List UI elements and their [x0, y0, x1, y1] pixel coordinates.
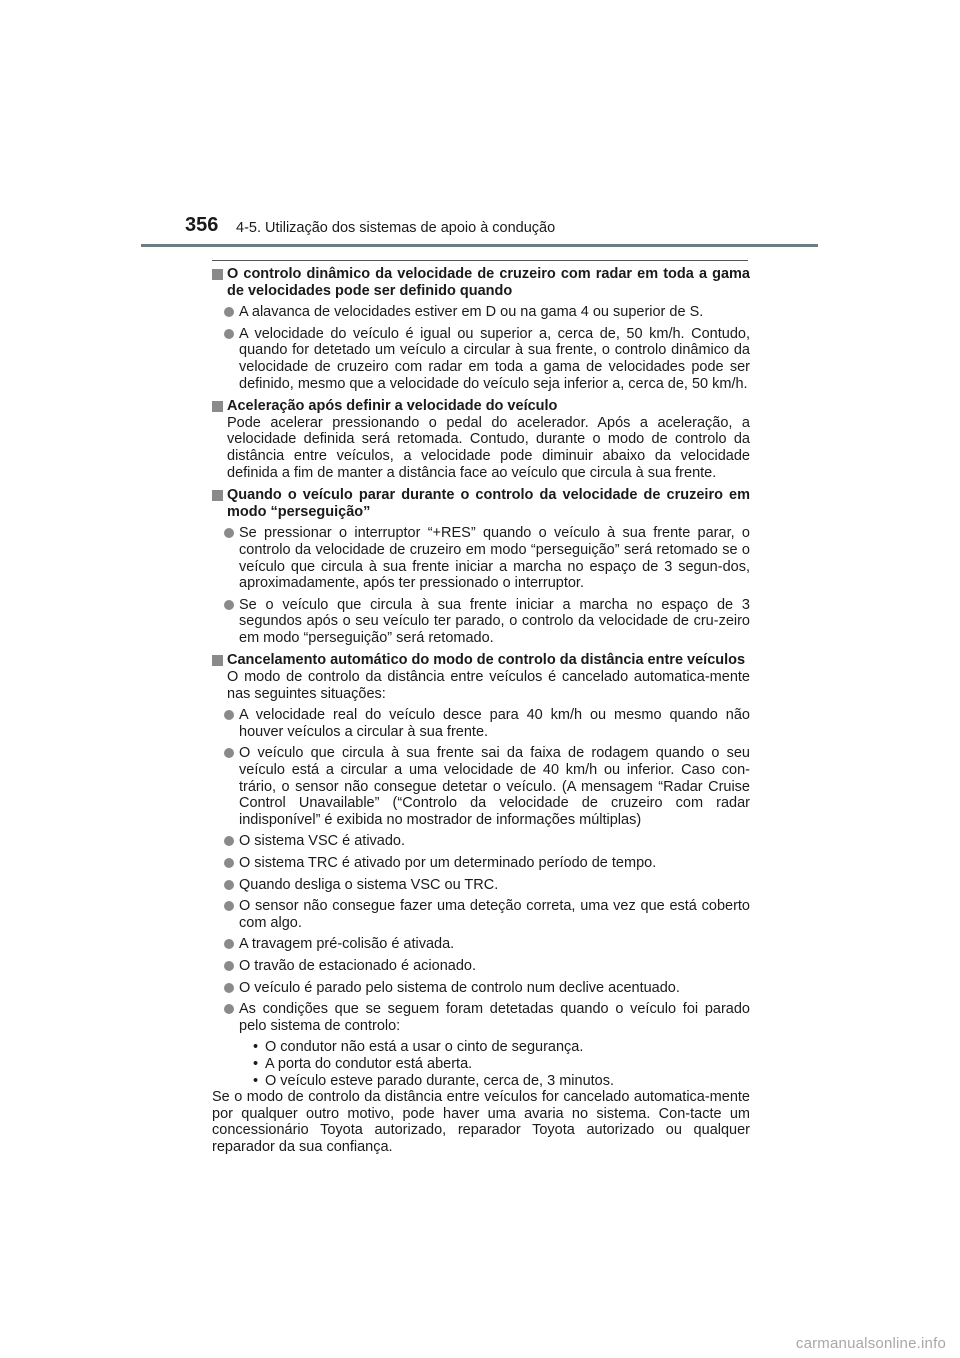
- list-item: A travagem pré-colisão é ativada.: [210, 936, 750, 953]
- list-item: Se pressionar o interruptor “+RES” quando o veículo à sua frente parar, o controlo da velocidade de cruzeiro em modo “perseguição” será retomado se o veículo que circula à sua frente iniciar a marcha no espaço de 3 segun-dos, aproximadamente, após ter pressionado o interruptor.: [210, 525, 750, 591]
- list-item: O sistema TRC é ativado por um determinado período de tempo.: [210, 855, 750, 872]
- closing-paragraph: Se o modo de controlo da distância entre veículos for cancelado automatica-mente por qualquer outro motivo, pode haver uma avaria no sistema. Con-tacte um concessionário Toyota autorizado, reparador Toyota autorizado ou qualquer reparador da sua confiança.: [212, 1089, 750, 1155]
- section-heading: O controlo dinâmico da velocidade de cruzeiro com radar em toda a gama de velocidades pode ser definido quando: [210, 266, 750, 299]
- square-bullet-icon: [212, 490, 223, 501]
- circle-bullet-icon: [224, 1004, 234, 1014]
- list-item: A velocidade do veículo é igual ou superior a, cerca de, 50 km/h. Contudo, quando for detetado um veículo a circular à sua frente, o controlo dinâmico da velocidade de cruzeiro com radar em toda a gama de velocidades pode ser definido, mesmo que a velocidade do veículo seja inferior a, cerca de, 50 km/h.: [210, 326, 750, 392]
- list-item: A velocidade real do veículo desce para 40 km/h ou mesmo quando não houver veículos a circular à sua frente.: [210, 707, 750, 740]
- list-item: Quando desliga o sistema VSC ou TRC.: [210, 877, 750, 894]
- list-item: As condições que se seguem foram detetadas quando o veículo foi parado pelo sistema de controlo:: [210, 1001, 750, 1034]
- small-bullet-icon: •: [253, 1039, 259, 1056]
- circle-bullet-icon: [224, 858, 234, 868]
- section-automatic-cancellation: [210, 652, 750, 1155]
- sub-list: [210, 1039, 750, 1089]
- section-definition-conditions: [210, 266, 750, 392]
- sub-list-item: • O veículo esteve parado durante, cerca de, 3 minutos.: [253, 1072, 615, 1089]
- circle-bullet-icon: [224, 983, 234, 993]
- circle-bullet-icon: [224, 748, 234, 758]
- circle-bullet-icon: [224, 600, 234, 610]
- circle-bullet-icon: [224, 528, 234, 538]
- small-bullet-icon: •: [253, 1055, 259, 1072]
- list-item: O sistema VSC é ativado.: [210, 833, 750, 850]
- section-paragraph: O modo de controlo da distância entre veículos é cancelado automatica-mente nas seguintes situações:: [227, 669, 750, 702]
- list-item: O travão de estacionado é acionado.: [210, 958, 750, 975]
- sub-list-item: • A porta do condutor está aberta.: [253, 1055, 473, 1072]
- list-item: O veículo que circula à sua frente sai da faixa de rodagem quando o seu veículo está a circular a uma velocidade de 40 km/h ou inferior. Caso con-trário, o sensor não consegue detetar o veículo. (A mensagem “Radar Cruise Control Unavailable” (“Controlo da velocidade de cruzeiro com radar indisponível” é exibida no mostrador de informações múltiplas): [210, 745, 750, 828]
- circle-bullet-icon: [224, 939, 234, 949]
- circle-bullet-icon: [224, 961, 234, 971]
- section-vehicle-stop: [210, 487, 750, 646]
- section-heading: Quando o veículo parar durante o controlo da velocidade de cruzeiro em modo “perseguição”: [210, 487, 750, 520]
- circle-bullet-icon: [224, 329, 234, 339]
- circle-bullet-icon: [224, 836, 234, 846]
- list-item: A alavanca de velocidades estiver em D ou na gama 4 ou superior de S.: [210, 304, 750, 321]
- chapter-title: 4-5. Utilização dos sistemas de apoio à condução: [236, 220, 556, 236]
- square-bullet-icon: [212, 401, 223, 412]
- sub-list-item: • O condutor não está a usar o cinto de segurança.: [253, 1039, 584, 1056]
- content-divider: [212, 260, 748, 261]
- circle-bullet-icon: [224, 307, 234, 317]
- circle-bullet-icon: [224, 880, 234, 890]
- section-acceleration: [210, 398, 750, 481]
- header-divider: [141, 244, 818, 247]
- list-item: O veículo é parado pelo sistema de controlo num declive acentuado.: [210, 980, 750, 997]
- list-item: Se o veículo que circula à sua frente iniciar a marcha no espaço de 3 segundos após o seu veículo ter parado, o controlo da velocidade de cru-zeiro em modo “perseguição” será retomado.: [210, 597, 750, 647]
- watermark: carmanualsonline.info: [795, 1335, 946, 1352]
- section-heading: Cancelamento automático do modo de controlo da distância entre veículos: [210, 652, 750, 669]
- page-content: [210, 266, 750, 1156]
- circle-bullet-icon: [224, 710, 234, 720]
- square-bullet-icon: [212, 269, 223, 280]
- page-number: 356: [185, 214, 219, 236]
- circle-bullet-icon: [224, 901, 234, 911]
- small-bullet-icon: •: [253, 1072, 259, 1089]
- section-heading: Aceleração após definir a velocidade do veículo: [210, 398, 750, 415]
- section-paragraph: Pode acelerar pressionando o pedal do acelerador. Após a aceleração, a velocidade definida será retomada. Contudo, durante o modo de controlo da distância entre veículos, a velocidade pode diminuir abaixo da velocidade definida a fim de manter a distância face ao veículo que circula à sua frente.: [227, 414, 750, 481]
- square-bullet-icon: [212, 655, 223, 666]
- list-item: O sensor não consegue fazer uma deteção correta, uma vez que está coberto com algo.: [210, 898, 750, 931]
